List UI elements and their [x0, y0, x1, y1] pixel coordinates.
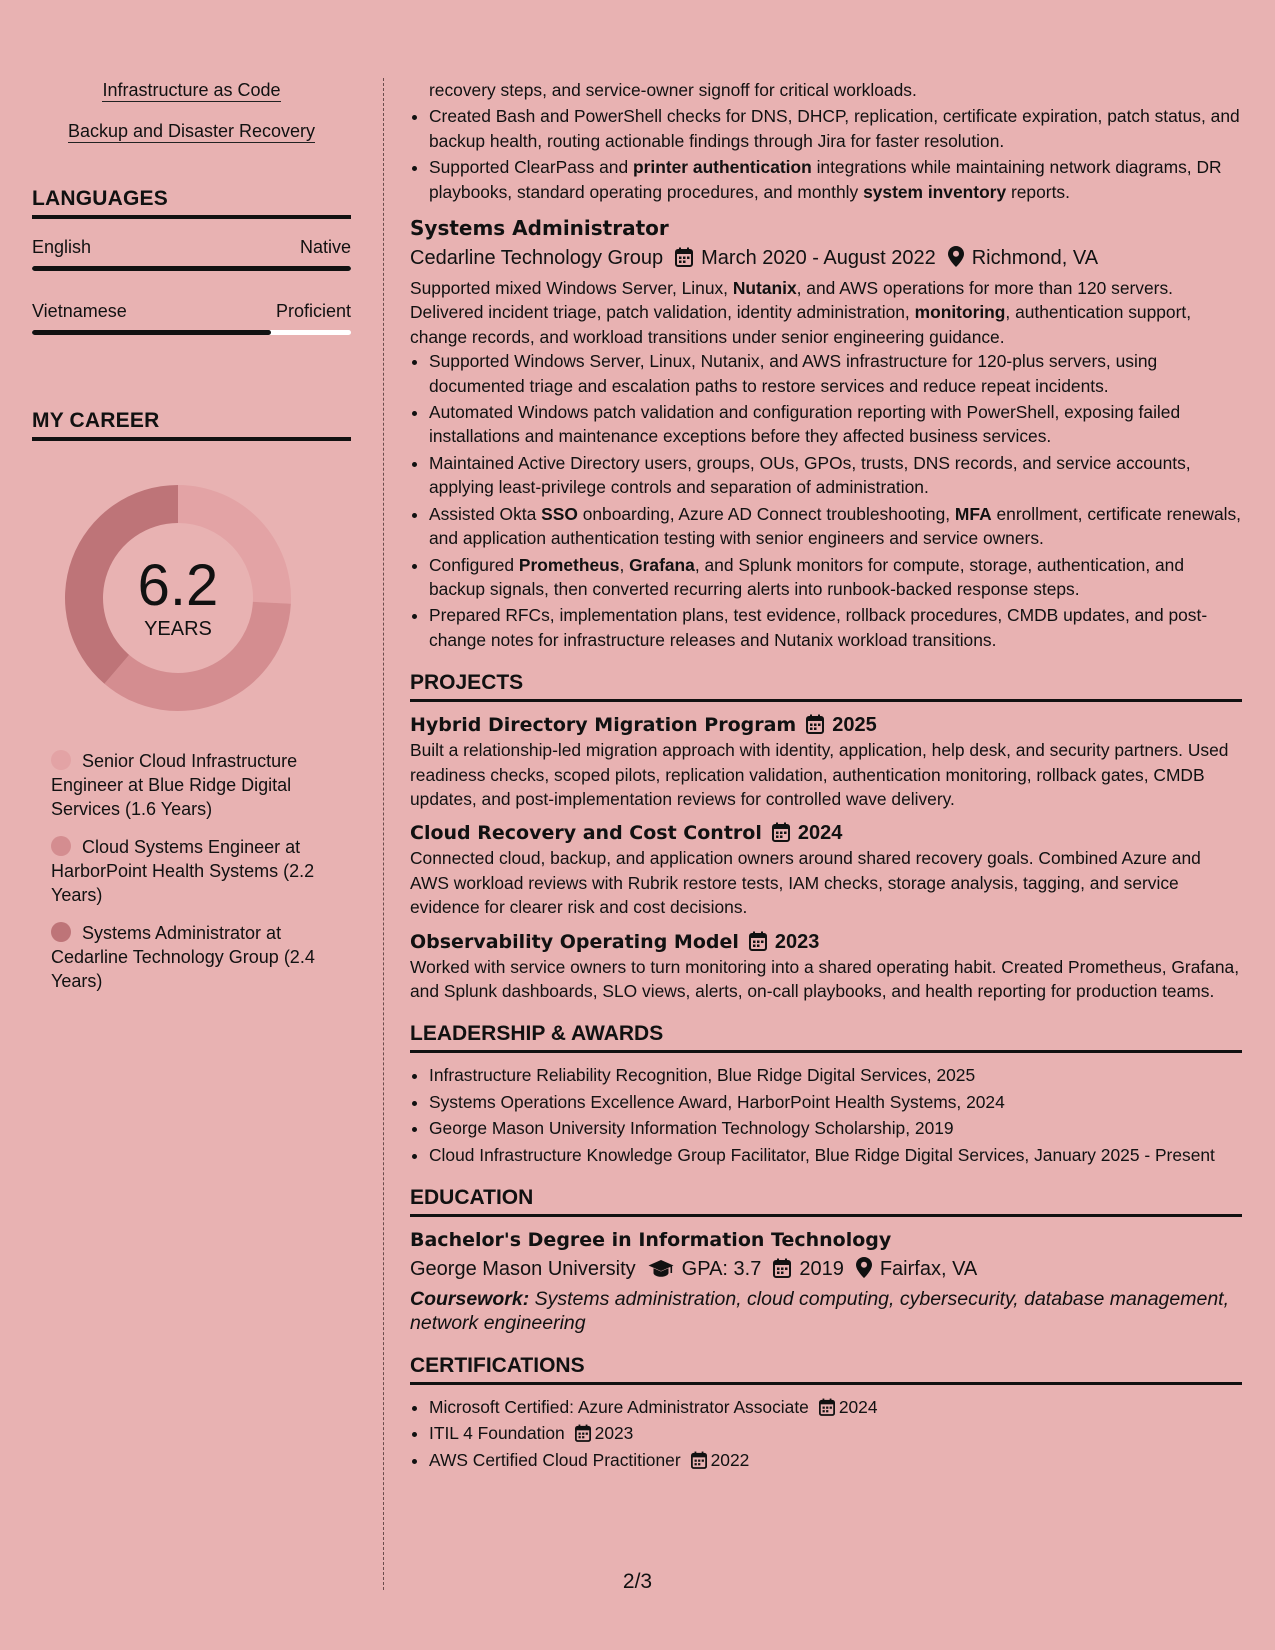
legend-dot — [51, 922, 71, 942]
project-description: Connected cloud, backup, and application owners around shared recovery goals. Combined Azure and AWS workload reviews with Rubrik restore tests, IAM checks, storage analysis, tagging, and service evidence for clearer risk and cost decisions. — [410, 848, 1201, 918]
certification-item: • AWS Certified Cloud Practitioner 2022 — [429, 1448, 1242, 1472]
sidebar — [32, 78, 351, 1007]
career-legend-item: Cloud Systems Engineer at HarborPoint Health Systems (2.2 Years) — [51, 837, 315, 905]
language-vietnamese — [32, 301, 351, 335]
job-dates: March 2020 - August 2022 — [701, 247, 936, 270]
project-description: Built a relationship-led migration approach with identity, application, help desk, and security partners. Used readiness checks, scoped pilots, replication validation, authentication monitoring, rollback gates, CMDB updates, and post-implementation reviews for controlled wave delivery. — [410, 740, 1229, 809]
certifications-heading: CERTIFICATIONS — [410, 1353, 1242, 1385]
skill-item: Infrastructure as Code — [102, 80, 281, 100]
calendar-icon — [575, 1424, 591, 1442]
language-level: Native — [299, 237, 351, 257]
project-name: Hybrid Directory Migration Program — [410, 714, 797, 737]
language-level: Proficient — [275, 301, 351, 321]
project-description: Worked with service owners to turn monitoring into a shared operating habit. Created Prometheus, Grafana, and Splunk dashboards, SLO views, alerts, on-call playbooks, and health reporting for production teams. — [410, 956, 1240, 1001]
career-heading: MY CAREER — [32, 409, 351, 441]
language-name: English — [32, 237, 92, 257]
experience-bullet: • Maintained Active Directory users, groups, OUs, GPOs, trusts, DNS records, and service accounts, applying least-privilege controls and separation of administration. — [429, 451, 1242, 500]
award-item: • Infrastructure Reliability Recognition, Blue Ridge Digital Services, 2025 — [429, 1063, 1242, 1087]
education-coursework: Coursework: Systems administration, cloud computing, cybersecurity, database management, network engineering — [410, 1288, 1230, 1334]
project-year: 2024 — [797, 822, 843, 845]
project-item — [410, 929, 1242, 1004]
project-name: Observability Operating Model — [410, 930, 739, 953]
award-item: • Systems Operations Excellence Award, HarborPoint Health Systems, 2024 — [429, 1090, 1242, 1114]
certification-item: • ITIL 4 Foundation 2023 — [429, 1421, 1242, 1445]
language-english — [32, 237, 351, 271]
job-location: Richmond, VA — [971, 247, 1099, 270]
calendar-icon — [749, 931, 767, 951]
experience-bullet: • Prepared RFCs, implementation plans, test evidence, rollback procedures, CMDB updates, and post-change notes for infrastructure releases and Nutanix workload transitions. — [429, 603, 1242, 652]
skill-item: Backup and Disaster Recovery — [67, 121, 316, 141]
career-legend-item: Systems Administrator at Cedarline Technology Group (2.4 Years) — [51, 923, 315, 991]
experience-bullet: • Configured Prometheus, Grafana, and Splunk monitors for compute, storage, authentication, and backup signals, then converted recurring alerts into runbook-backed response steps. — [429, 553, 1242, 602]
language-bar — [32, 330, 351, 335]
awards-heading: LEADERSHIP & AWARDS — [410, 1021, 1242, 1053]
experience-bullet: • Assisted Okta SSO onboarding, Azure AD Connect troubleshooting, MFA enrollment, certificate renewals, and application authentication testing with senior engineers and service owners. — [429, 502, 1242, 551]
education-meta — [410, 1255, 1242, 1283]
legend-dot — [51, 836, 71, 856]
calendar-icon — [675, 247, 693, 267]
calendar-icon — [772, 822, 790, 842]
project-item — [410, 820, 1242, 919]
location-pin-icon — [856, 1257, 872, 1278]
experience-bullet: • Created Bash and PowerShell checks for DNS, DHCP, replication, certificate expiration, patch status, and backup health, routing actionable findings through Jira for faster resolution. — [429, 104, 1242, 153]
education-location: Fairfax, VA — [879, 1258, 978, 1280]
column-divider — [383, 78, 384, 1590]
main-content — [410, 78, 1242, 1474]
calendar-icon — [773, 1258, 791, 1278]
language-bar — [32, 266, 351, 271]
graduation-cap-icon — [648, 1259, 674, 1278]
award-item: • George Mason University Information Technology Scholarship, 2019 — [429, 1116, 1242, 1140]
education-gpa: GPA: 3.7 — [681, 1258, 762, 1280]
location-pin-icon — [948, 246, 964, 267]
calendar-icon — [819, 1398, 835, 1416]
project-year: 2023 — [774, 930, 820, 953]
language-name: Vietnamese — [32, 301, 127, 321]
career-legend — [51, 749, 341, 993]
calendar-icon — [806, 714, 824, 734]
project-item — [410, 712, 1242, 811]
languages-heading: LANGUAGES — [32, 187, 351, 219]
experience-bullet: • Automated Windows patch validation and configuration reporting with PowerShell, exposing failed installations and maintenance exceptions before they affected business services. — [429, 400, 1242, 449]
award-item: • Cloud Infrastructure Knowledge Group Facilitator, Blue Ridge Digital Services, January 2025 - Present — [429, 1143, 1242, 1167]
career-legend-item: Senior Cloud Infrastructure Engineer at Blue Ridge Digital Services (1.6 Years) — [51, 751, 298, 819]
legend-dot — [51, 750, 71, 770]
education-school: George Mason University — [410, 1258, 636, 1280]
education-heading: EDUCATION — [410, 1185, 1242, 1217]
bullet-continuation: recovery steps, and service-owner signoff for critical workloads. — [429, 80, 917, 100]
page-number: 2/3 — [622, 1570, 653, 1593]
career-total-years: 6.2 — [137, 552, 219, 618]
certification-item: • Microsoft Certified: Azure Administrator Associate 2024 — [429, 1395, 1242, 1419]
job-summary: Supported mixed Windows Server, Linux, Nutanix, and AWS operations for more than 120 servers. Delivered incident triage, patch validation, identity administration, monitoring, authentication support, change records, and workload transitions under senior engineering guidance. — [410, 278, 1192, 347]
projects-heading: PROJECTS — [410, 670, 1242, 702]
calendar-icon — [691, 1451, 707, 1469]
job-company: Cedarline Technology Group — [410, 247, 664, 270]
career-unit: YEARS — [144, 617, 212, 640]
project-name: Cloud Recovery and Cost Control — [410, 822, 762, 845]
experience-bullet: • Supported ClearPass and printer authentication integrations while maintaining network diagrams, DR playbooks, standard operating procedures, and monthly system inventory reports. — [429, 155, 1242, 204]
job-title: Systems Administrator — [410, 216, 669, 241]
experience-bullet: • Supported Windows Server, Linux, Nutanix, and AWS infrastructure for 120-plus servers, using documented triage and escalation paths to restore services and reduce repeat incidents. — [429, 349, 1242, 398]
education-year: 2019 — [799, 1258, 844, 1280]
education-degree: Bachelor's Degree in Information Technology — [410, 1229, 892, 1251]
career-donut-chart — [63, 483, 293, 713]
job-meta — [410, 244, 1242, 272]
project-year: 2025 — [832, 714, 877, 737]
